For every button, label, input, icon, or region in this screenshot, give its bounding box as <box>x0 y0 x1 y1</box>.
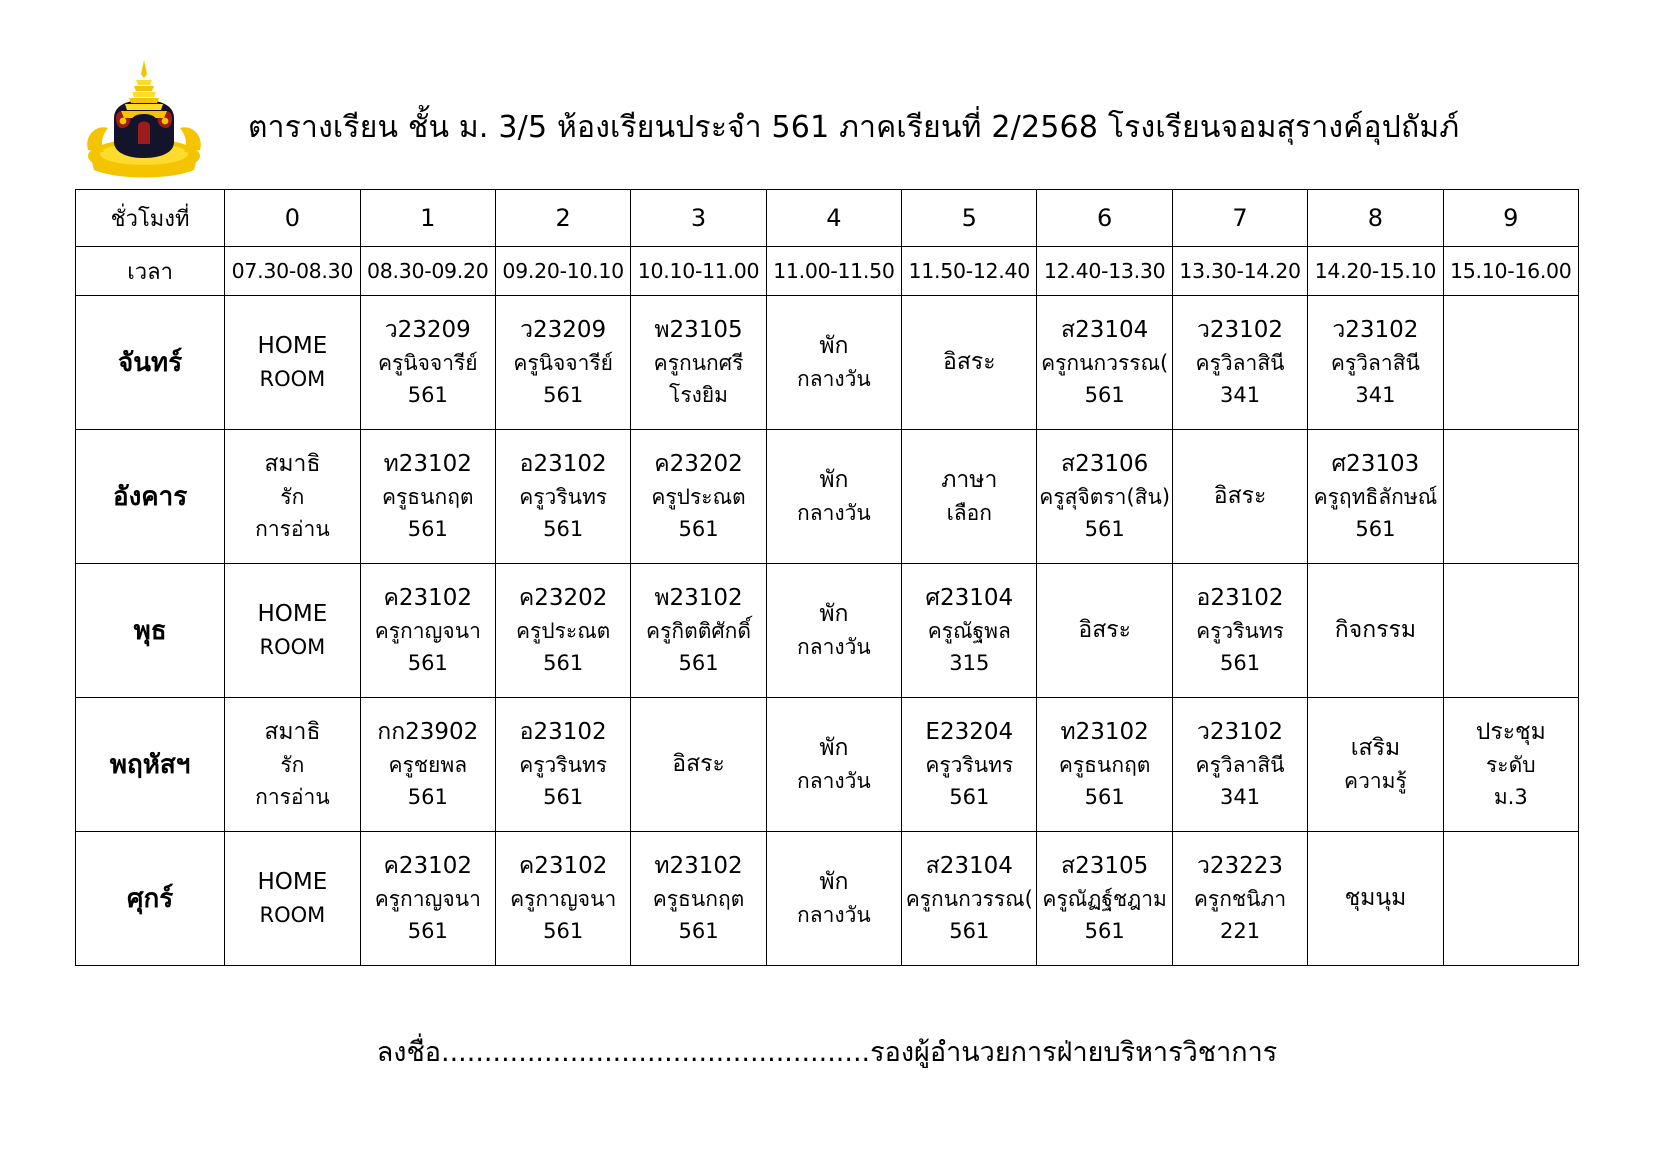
day-label-wednesday: พุธ <box>76 564 225 698</box>
slot-wednesday-6 <box>1037 564 1172 698</box>
signature-line: ลงชื่อ..................................................รองผู้อำนวยการฝ่ายบริหารวิชาการ <box>376 1037 1278 1068</box>
slot-friday-0 <box>225 832 360 966</box>
slot-tuesday-9 <box>1443 430 1578 564</box>
slot-teacher: กลางวัน <box>797 634 871 659</box>
slot-room: 561 <box>543 650 584 675</box>
slot-code: อิสระ <box>1213 483 1267 510</box>
slot-teacher: ครูธนกฤต <box>381 485 474 510</box>
slot-code: อิสระ <box>943 349 996 376</box>
table-row <box>76 564 1579 698</box>
slot-code: ส23105 <box>1061 853 1149 880</box>
timetable <box>75 189 1579 966</box>
slot-code: ค23102 <box>518 853 608 880</box>
slot-teacher: ครูประณต <box>651 485 746 510</box>
slot-code: ศ23103 <box>1331 451 1420 478</box>
slot-wednesday-8 <box>1308 564 1443 698</box>
slot-room: ม.3 <box>1493 784 1528 809</box>
slot-thursday-9 <box>1443 698 1578 832</box>
slot-teacher: ครูธนกฤต <box>652 887 745 912</box>
time-header-3: 10.10-11.00 <box>631 247 766 296</box>
slot-friday-3 <box>631 832 766 966</box>
slot-code: ท23102 <box>654 853 743 880</box>
slot-teacher: ครูกาญจนา <box>510 887 617 912</box>
slot-teacher: ครูวรินทร <box>1196 619 1284 644</box>
slot-wednesday-4 <box>766 564 901 698</box>
slot-wednesday-7 <box>1172 564 1307 698</box>
slot-code: พัก <box>819 869 849 896</box>
period-header-4: 4 <box>766 190 901 247</box>
table-row <box>76 296 1579 430</box>
slot-tuesday-0 <box>225 430 360 564</box>
table-row <box>76 698 1579 832</box>
slot-tuesday-7 <box>1172 430 1307 564</box>
slot-code: พัก <box>819 333 849 360</box>
slot-code: ค23202 <box>654 451 743 478</box>
slot-monday-3 <box>631 296 766 430</box>
slot-room: 561 <box>543 918 584 943</box>
slot-code: กิจกรรม <box>1334 617 1416 644</box>
time-header-9: 15.10-16.00 <box>1443 247 1578 296</box>
slot-room: 341 <box>1219 382 1261 407</box>
slot-teacher: ครูชยพล <box>388 753 468 778</box>
slot-thursday-6 <box>1037 698 1172 832</box>
slot-code: เสริม <box>1350 735 1401 762</box>
slot-friday-2 <box>495 832 630 966</box>
slot-room: 561 <box>407 516 448 541</box>
slot-code: อ23102 <box>519 719 607 746</box>
day-label-monday: จันทร์ <box>76 296 225 430</box>
slot-code: ท23102 <box>383 451 472 478</box>
slot-wednesday-9 <box>1443 564 1578 698</box>
time-header-6: 12.40-13.30 <box>1037 247 1172 296</box>
slot-tuesday-3 <box>631 430 766 564</box>
time-header-4: 11.00-11.50 <box>766 247 901 296</box>
slot-thursday-4 <box>766 698 901 832</box>
table-row <box>76 430 1579 564</box>
slot-room: 561 <box>543 382 584 407</box>
slot-code: ว23102 <box>1196 719 1284 746</box>
slot-room: 561 <box>1355 516 1396 541</box>
period-header-row <box>76 190 1579 247</box>
slot-thursday-3 <box>631 698 766 832</box>
slot-teacher: ครูกาญจนา <box>374 619 481 644</box>
slot-monday-9 <box>1443 296 1578 430</box>
slot-friday-7 <box>1172 832 1307 966</box>
document-header <box>0 52 1654 180</box>
slot-code: พ23102 <box>654 585 743 612</box>
slot-thursday-1 <box>360 698 495 832</box>
period-header-3: 3 <box>631 190 766 247</box>
slot-room: 561 <box>1084 918 1125 943</box>
slot-teacher: เลือก <box>946 500 992 525</box>
slot-teacher: กลางวัน <box>797 366 871 391</box>
slot-code: อิสระ <box>1078 617 1131 644</box>
slot-wednesday-3 <box>631 564 766 698</box>
slot-code: อิสระ <box>672 751 725 778</box>
slot-teacher: รัก <box>280 485 305 510</box>
slot-room: 561 <box>1084 784 1125 809</box>
slot-friday-4 <box>766 832 901 966</box>
time-header-1: 08.30-09.20 <box>360 247 495 296</box>
slot-code: HOME <box>257 333 328 360</box>
time-header-7: 13.30-14.20 <box>1172 247 1307 296</box>
slot-teacher: ครูณัฏฐ์ชฎาม <box>1042 887 1167 912</box>
time-row-label: เวลา <box>76 247 225 296</box>
slot-teacher: ROOM <box>259 902 326 927</box>
slot-room: 561 <box>678 918 719 943</box>
slot-thursday-2 <box>495 698 630 832</box>
slot-code: พัก <box>819 467 849 494</box>
slot-monday-6 <box>1037 296 1172 430</box>
slot-friday-5 <box>902 832 1037 966</box>
slot-room: 561 <box>1084 382 1125 407</box>
slot-room: 561 <box>1219 650 1261 675</box>
period-header-6: 6 <box>1037 190 1172 247</box>
slot-code: ค23202 <box>518 585 608 612</box>
slot-teacher: ครูกชนิภา <box>1193 887 1287 912</box>
slot-code: สมาธิ <box>264 719 321 746</box>
slot-code: ว23209 <box>520 317 607 344</box>
slot-code: ค23102 <box>383 853 473 880</box>
slot-code: พัก <box>819 601 849 628</box>
slot-code: ส23104 <box>1061 317 1149 344</box>
slot-room: 561 <box>407 918 448 943</box>
slot-code: ว23209 <box>384 317 471 344</box>
slot-teacher: ครูกนกวรรณ( <box>1041 351 1169 376</box>
slot-teacher: รัก <box>280 753 305 778</box>
slot-teacher: ครูกนกวรรณ( <box>905 887 1033 912</box>
slot-room: 341 <box>1355 382 1396 407</box>
slot-room: โรงยิม <box>669 382 729 407</box>
slot-teacher: กลางวัน <box>797 902 871 927</box>
slot-room: 561 <box>949 918 990 943</box>
slot-thursday-8 <box>1308 698 1443 832</box>
slot-teacher: ROOM <box>259 634 326 659</box>
slot-code: ประชุม <box>1475 719 1546 746</box>
slot-code: ท23102 <box>1060 719 1149 746</box>
slot-teacher: ครูวิลาสินี <box>1195 351 1285 376</box>
slot-monday-2 <box>495 296 630 430</box>
slot-wednesday-0 <box>225 564 360 698</box>
slot-teacher: ครูณัฐพล <box>927 619 1011 644</box>
slot-teacher: ครูกนกศรี <box>653 351 744 376</box>
slot-tuesday-4 <box>766 430 901 564</box>
period-header-8: 8 <box>1308 190 1443 247</box>
slot-room: 341 <box>1219 784 1261 809</box>
slot-wednesday-2 <box>495 564 630 698</box>
slot-tuesday-1 <box>360 430 495 564</box>
slot-code: ว23102 <box>1332 317 1419 344</box>
slot-teacher: ครูวิลาสินี <box>1195 753 1285 778</box>
slot-room: 561 <box>678 516 719 541</box>
slot-room: 561 <box>1084 516 1125 541</box>
slot-room: 561 <box>543 516 584 541</box>
slot-code: ส23106 <box>1061 451 1149 478</box>
period-header-2: 2 <box>495 190 630 247</box>
slot-room: การอ่าน <box>255 516 330 541</box>
slot-teacher: กลางวัน <box>797 500 871 525</box>
slot-code: HOME <box>257 869 328 896</box>
slot-teacher: ROOM <box>259 366 326 391</box>
slot-teacher: ระดับ <box>1486 753 1536 778</box>
slot-room: 221 <box>1219 918 1261 943</box>
slot-teacher: ครูสุจิตรา(สิน) <box>1039 485 1171 510</box>
slot-thursday-0 <box>225 698 360 832</box>
slot-friday-6 <box>1037 832 1172 966</box>
period-header-7: 7 <box>1172 190 1307 247</box>
slot-wednesday-1 <box>360 564 495 698</box>
time-header-8: 14.20-15.10 <box>1308 247 1443 296</box>
slot-monday-5 <box>902 296 1037 430</box>
slot-tuesday-2 <box>495 430 630 564</box>
slot-wednesday-5 <box>902 564 1037 698</box>
page-title: ตารางเรียน ชั้น ม. 3/5 ห้องเรียนประจำ 561 ภาคเรียนที่ 2/2568 โรงเรียนจอมสุรางค์อุปถัมภ์ <box>248 110 1460 145</box>
slot-monday-0 <box>225 296 360 430</box>
table-row <box>76 832 1579 966</box>
slot-code: ค23102 <box>383 585 473 612</box>
slot-code: ส23104 <box>925 853 1013 880</box>
day-label-tuesday: อังคาร <box>76 430 225 564</box>
slot-code: พัก <box>819 735 849 762</box>
slot-teacher: ครูธนกฤต <box>1058 753 1151 778</box>
slot-code: อ23102 <box>1196 585 1284 612</box>
period-row-label: ชั่วโมงที่ <box>76 190 225 247</box>
slot-code: ชุมนุม <box>1344 885 1407 912</box>
slot-teacher: ครูนิจจารีย์ <box>513 351 613 376</box>
school-crest-icon <box>82 58 206 184</box>
day-label-friday: ศุกร์ <box>76 832 225 966</box>
slot-code: HOME <box>257 601 328 628</box>
slot-code: ว23102 <box>1196 317 1284 344</box>
slot-code: ศ23104 <box>925 585 1014 612</box>
period-header-5: 5 <box>902 190 1037 247</box>
slot-room: 315 <box>949 650 990 675</box>
slot-thursday-5 <box>902 698 1037 832</box>
slot-room: 561 <box>949 784 990 809</box>
slot-monday-7 <box>1172 296 1307 430</box>
slot-friday-9 <box>1443 832 1578 966</box>
period-header-0: 0 <box>225 190 360 247</box>
period-header-9: 9 <box>1443 190 1578 247</box>
time-header-2: 09.20-10.10 <box>495 247 630 296</box>
slot-code: ว23223 <box>1196 853 1284 880</box>
slot-room: 561 <box>407 784 448 809</box>
slot-thursday-7 <box>1172 698 1307 832</box>
slot-code: อ23102 <box>519 451 607 478</box>
slot-monday-1 <box>360 296 495 430</box>
slot-room: 561 <box>678 650 719 675</box>
slot-friday-1 <box>360 832 495 966</box>
day-label-thursday: พฤหัสฯ <box>76 698 225 832</box>
slot-teacher: ครูวิลาสินี <box>1330 351 1420 376</box>
slot-code: E23204 <box>925 719 1014 746</box>
slot-teacher: ครูประณต <box>515 619 611 644</box>
slot-tuesday-8 <box>1308 430 1443 564</box>
slot-friday-8 <box>1308 832 1443 966</box>
slot-teacher: ครูวรินทร <box>925 753 1014 778</box>
slot-room: การอ่าน <box>255 784 330 809</box>
slot-teacher: ครูวรินทร <box>519 485 608 510</box>
time-header-row <box>76 247 1579 296</box>
slot-room: 561 <box>407 382 448 407</box>
slot-teacher: ความรู้ <box>1344 768 1407 793</box>
slot-teacher: กลางวัน <box>797 768 871 793</box>
time-header-5: 11.50-12.40 <box>902 247 1037 296</box>
slot-teacher: ครูวรินทร <box>519 753 608 778</box>
slot-teacher: ครูกาญจนา <box>374 887 481 912</box>
slot-room: 561 <box>407 650 448 675</box>
slot-tuesday-5 <box>902 430 1037 564</box>
period-header-1: 1 <box>360 190 495 247</box>
time-header-0: 07.30-08.30 <box>225 247 360 296</box>
slot-teacher: ครูฤทธิลักษณ์ <box>1313 485 1438 510</box>
slot-code: กก23902 <box>377 719 479 746</box>
slot-room: 561 <box>543 784 584 809</box>
slot-monday-8 <box>1308 296 1443 430</box>
slot-code: สมาธิ <box>264 451 321 478</box>
slot-code: ภาษา <box>941 467 998 494</box>
slot-monday-4 <box>766 296 901 430</box>
slot-teacher: ครูกิตติศักดิ์ <box>646 619 752 644</box>
slot-code: พ23105 <box>654 317 743 344</box>
slot-tuesday-6 <box>1037 430 1172 564</box>
slot-teacher: ครูนิจจารีย์ <box>377 351 478 376</box>
